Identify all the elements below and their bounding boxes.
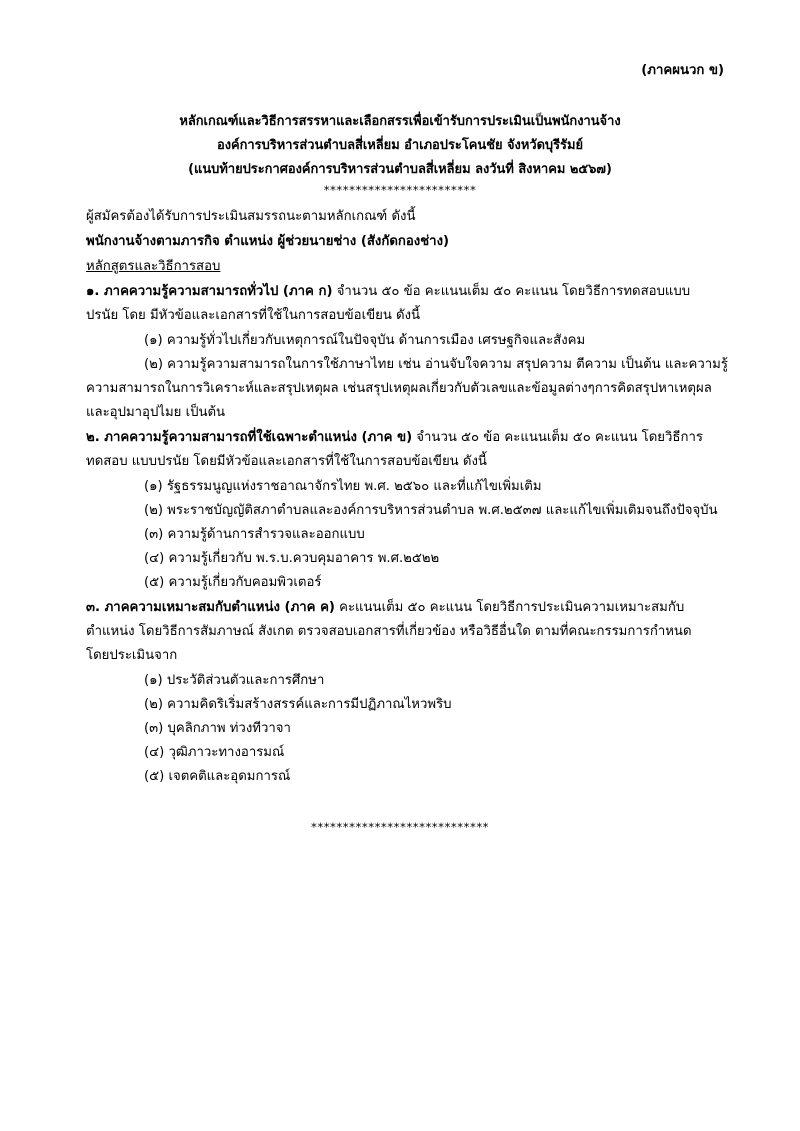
section-2-heading: ๒. ภาคความรู้ความสามารถที่ใช้เฉพาะตำแหน่ง (ภาค ข): [86, 430, 413, 445]
section-1-desc-1: จำนวน ๕๐ ข้อ คะแนนเต็ม ๕๐ คะแนน โดยวิธีการทดสอบแบบ: [332, 284, 691, 299]
section-2-item-5: (๕) ความรู้เกี่ยวกับคอมพิวเตอร์: [144, 575, 322, 590]
section-1-item-2-line-2: ความสามารถในการวิเคราะห์และสรุปเหตุผล เช่นสรุปเหตุผลเกี่ยวกับตัวเลขและข้อมูลต่างๆการคิดสรุปหาเหตุผล: [86, 381, 712, 396]
section-1-line-1: [86, 283, 690, 301]
title-line-2: องค์การบริหารส่วนตำบลสี่เหลี่ยม อำเภอประโคนชัย จังหวัดบุรีรัมย์: [216, 138, 584, 153]
section-3-item-4: (๔) วุฒิภาวะทางอารมณ์: [144, 745, 285, 760]
section-1-heading: ๑. ภาคความรู้ความสามารถทั่วไป (ภาค ก): [86, 284, 333, 299]
annex-label: (ภาคผนวก ข): [641, 63, 724, 78]
section-3-desc-3: โดยประเมินจาก: [86, 648, 178, 663]
footer-divider-stars: ****************************: [310, 820, 490, 834]
section-2-line-1: [86, 429, 703, 447]
section-2-desc-1: จำนวน ๕๐ ข้อ คะแนนเต็ม ๕๐ คะแนน โดยวิธีการ: [412, 430, 703, 445]
position-title: พนักงานจ้างตามภารกิจ ตำแหน่ง ผู้ช่วยนายช่าง (สังกัดกองช่าง): [86, 234, 450, 249]
section-3-desc-1: คะแนนเต็ม ๕๐ คะแนน โดยวิธีการประเมินความเหมาะสมกับ: [334, 600, 685, 615]
section-1-item-2-line-1: (๒) ความรู้ความสามารถในการใช้ภาษาไทย เช่น อ่านจับใจความ สรุปความ ตีความ เป็นต้น และความรู้: [144, 357, 728, 372]
section-2-desc-2: ทดสอบ แบบปรนัย โดยมีหัวข้อและเอกสารที่ใช้ในการสอบข้อเขียน ดังนี้: [86, 454, 487, 469]
section-3-heading: ๓. ภาคความเหมาะสมกับตำแหน่ง (ภาค ค): [86, 600, 335, 615]
title-line-3: (แนบท้ายประกาศองค์การบริหารส่วนตำบลสี่เหลี่ยม ลงวันที่ สิงหาคม ๒๕๖๗): [188, 162, 612, 177]
section-1-desc-2: ปรนัย โดย มีหัวข้อและเอกสารที่ใช้ในการสอบข้อเขียน ดังนี้: [86, 308, 421, 323]
section-3-item-2: (๒) ความคิดริเริ่มสร้างสรรค์และการมีปฏิภาณไหวพริบ: [144, 697, 452, 712]
curriculum-heading: หลักสูตรและวิธีการสอบ: [86, 259, 221, 274]
section-2-item-3: (๓) ความรู้ด้านการสำรวจและออกแบบ: [144, 527, 365, 542]
section-3-desc-2: ตำแหน่ง โดยวิธีการสัมภาษณ์ สังเกต ตรวจสอบเอกสารที่เกี่ยวข้อง หรือวิธีอื่นใด ตามที่คณะกรรมการกำหนด: [86, 624, 692, 639]
section-3-item-5: (๕) เจตคติและอุดมการณ์: [144, 769, 291, 784]
section-2-item-1: (๑) รัฐธรรมนูญแห่งราชอาณาจักรไทย พ.ศ. ๒๕๖๐ และที่แก้ไขเพิ่มเติม: [144, 479, 542, 494]
section-1-item-1: (๑) ความรู้ทั่วไปเกี่ยวกับเหตุการณ์ในปัจจุบัน ด้านการเมือง เศรษฐกิจและสังคม: [144, 333, 586, 348]
header-divider-stars: ************************: [323, 183, 477, 197]
section-2-item-2: (๒) พระราชบัญญัติสภาตำบลและองค์การบริหารส่วนตำบล พ.ศ.๒๕๓๗ และแก้ไขเพิ่มเติมจนถึงปัจจุบัน: [144, 503, 718, 518]
section-1-item-2-line-3: และอุปมาอุปไมย เป็นต้น: [86, 405, 226, 420]
section-3-item-3: (๓) บุคลิกภาพ ท่วงทีวาจา: [144, 721, 291, 736]
section-3-item-1: (๑) ประวัติส่วนตัวและการศึกษา: [144, 673, 325, 688]
section-2-item-4: (๔) ความรู้เกี่ยวกับ พ.ร.บ.ควบคุมอาคาร พ.ศ.๒๕๒๒: [144, 551, 440, 566]
title-line-1: หลักเกณฑ์และวิธีการสรรหาและเลือกสรรเพื่อเข้ารับการประเมินเป็นพนักงานจ้าง: [179, 114, 621, 129]
section-3-line-1: [86, 599, 684, 617]
intro-text: ผู้สมัครต้องได้รับการประเมินสมรรถนะตามหลักเกณฑ์ ดังนี้: [86, 209, 416, 224]
